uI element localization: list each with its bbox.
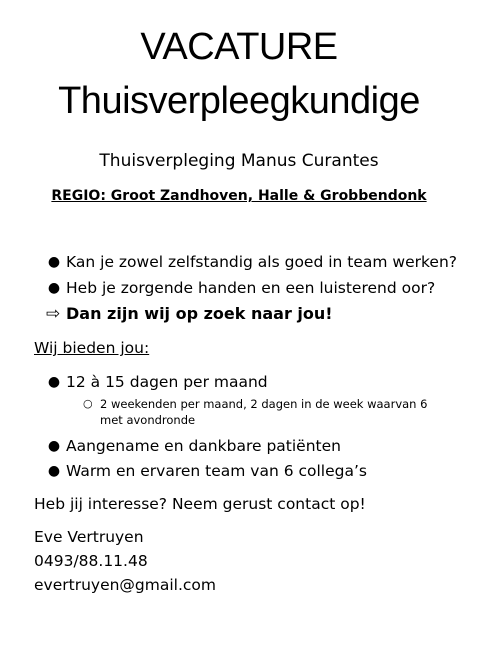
offer-text: Warm en ervaren team van 6 collega’s bbox=[66, 462, 367, 480]
callout-text: Dan zijn wij op zoek naar jou! bbox=[66, 304, 333, 323]
arrow-right-icon: ⇨ bbox=[46, 304, 61, 324]
job-title: Thuisverpleegkundige bbox=[58, 80, 420, 122]
bullet-icon: ● bbox=[47, 374, 61, 390]
bullet-icon: ● bbox=[47, 438, 61, 454]
question-text: Heb je zorgende handen en een luisterend oor? bbox=[66, 279, 436, 297]
offer-text: 12 à 15 dagen per maand bbox=[66, 373, 268, 391]
question-text: Kan je zowel zelfstandig als goed in team werken? bbox=[66, 253, 458, 271]
bullet-icon: ● bbox=[47, 254, 61, 270]
offer-sub-text: 2 weekenden per maand, 2 dagen in de week waarvan 6 met avondronde bbox=[100, 397, 428, 427]
bullet-icon: ● bbox=[47, 463, 61, 479]
vacancy-flyer: VACATURE Thuisverpleegkundige Thuisverpleging Manus Curantes REGIO: Groot Zandhoven, Halle & Grobbendonk ● Kan je zowel zelfstandig als goed in team werken? ● Heb je zorgende handen en een luisterend oor? ⇨ Dan zijn wij op zoek naar jou! Wij bieden jou: ● 12 à 15 dagen per maand ○ 2 weekenden per maand, 2 dagen in de week waarvan 6 met avondronde ● Aangename en dankbare patiënten ● Warm en ervaren team van 6 collega’s Heb jij interesse? Neem gerust contact op! Eve Vertruyen 0493/88.11.48 evertruyen@gmail.com bbox=[0, 0, 478, 650]
page-title: VACATURE bbox=[140, 26, 338, 68]
organization-name: Thuisverpleging Manus Curantes bbox=[99, 151, 379, 171]
offer-text: Aangename en dankbare patiënten bbox=[66, 437, 341, 455]
region-line: REGIO: Groot Zandhoven, Halle & Grobbendonk bbox=[51, 188, 427, 204]
circle-bullet-icon: ○ bbox=[83, 397, 93, 410]
bullet-icon: ● bbox=[47, 280, 61, 296]
